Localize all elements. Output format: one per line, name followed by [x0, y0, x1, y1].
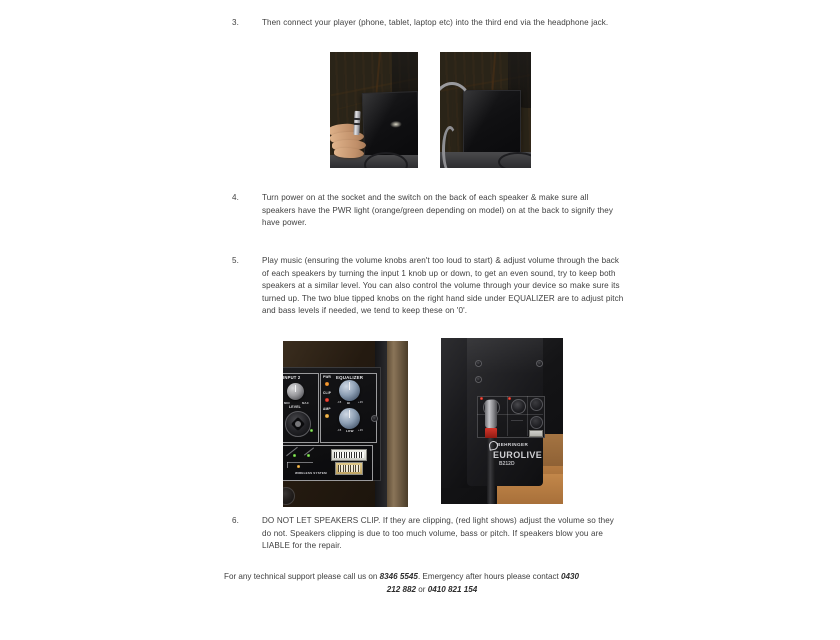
footer-line-2: [224, 583, 640, 596]
step-number: 3.: [232, 18, 239, 27]
amp-label-min: MIN: [284, 401, 290, 405]
amp-label-scale-right-hi: +15: [358, 401, 363, 404]
step-number: 5.: [232, 256, 239, 265]
amp-label-pwr: PWR: [323, 375, 332, 379]
amp-label-scale-left-low: -15: [337, 429, 342, 432]
photo-tablet-with-jack: [330, 52, 418, 168]
step-text: Then connect your player (phone, tablet, laptop etc) into the third end via the headphone jack.: [262, 18, 609, 27]
instruction-step-6: [232, 515, 624, 553]
instruction-step-4: [232, 192, 624, 230]
support-phone-number: 8346 5545: [379, 572, 418, 581]
amp-label-scale-left-hi: -15: [337, 401, 342, 404]
emergency-phone-number-part-2: 212 882: [386, 585, 417, 594]
step-text: Turn power on at the socket and the switch on the back of each speaker & make sure all speakers have the PWR light (orange/green depending on model) on at the back to signify they have power.: [262, 193, 613, 228]
footer-or: or: [416, 585, 428, 594]
amp-label-hi: HI: [347, 401, 351, 405]
amp-label-low: LOW: [346, 429, 354, 433]
step-number: 4.: [232, 193, 239, 202]
amp-label-equalizer: EQUALIZER: [336, 375, 364, 380]
support-footer: [224, 570, 640, 596]
photo-speaker-back-xlr: [441, 338, 563, 504]
footer-text-middle: . Emergency after hours please contact: [417, 572, 562, 581]
emergency-phone-number-part-1: 0430: [561, 572, 580, 581]
emergency-phone-number-alt: 0410 821 154: [427, 585, 478, 594]
step-text: Play music (ensuring the volume knobs aren't too loud to start) & adjust volume through the back of each speakers by turning the input 1 knob up or down, to get an even sound, try to keep both speakers at a similar level. You can also control the volume through your device so make sure its turned up. The two blue tipped knobs on the right hand side under EQUALIZER are to adjust pitch and bass levels if needed, we tend to keep these on '0'.: [262, 256, 624, 316]
amp-label-wireless-system: WIRELESS SYSTEM: [295, 471, 327, 475]
footer-line-1: [224, 570, 640, 583]
photo-amplifier-panel: [283, 341, 408, 507]
amp-label-scale-right-low: +15: [358, 429, 363, 432]
amp-label-max: MAX: [302, 401, 309, 405]
speaker-model-label: EUROLIVE: [493, 450, 543, 460]
step-number: 6.: [232, 516, 239, 525]
speaker-model-sub-label: B212D: [499, 461, 515, 467]
instruction-step-3: [232, 17, 624, 30]
step-text: DO NOT LET SPEAKERS CLIP. If they are clipping, (red light shows) adjust the volume so they do not. Speakers clipping is due to too much volume, bass or pitch. If speakers blow you are LIABLE for the repair.: [262, 516, 614, 551]
amp-label-level: LEVEL: [289, 405, 301, 409]
amp-label-clip: CLIP: [323, 391, 332, 395]
amp-label-amp: AMP: [323, 407, 331, 411]
photo-tablet-with-cable: [440, 52, 531, 168]
instruction-step-5: [232, 255, 624, 318]
amp-label-input2: INPUT 2: [283, 375, 301, 380]
footer-text-before: For any technical support please call us on: [224, 572, 380, 581]
speaker-brand-label: BEHRINGER: [497, 442, 529, 447]
